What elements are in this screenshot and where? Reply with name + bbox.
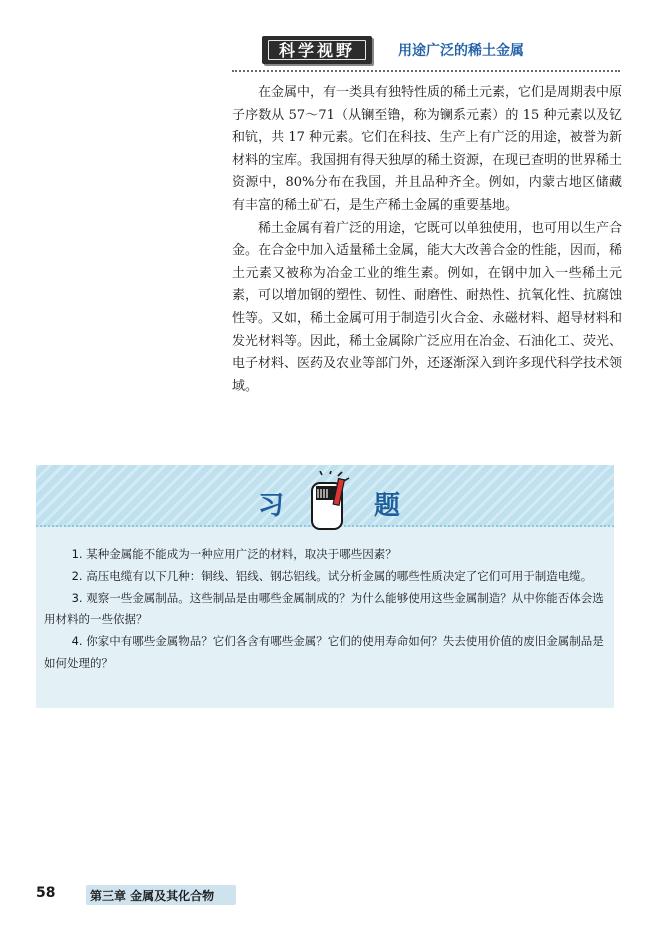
article-body: [232, 82, 622, 398]
section-title: 用途广泛的稀土金属: [398, 43, 524, 59]
article-paragraph: 在金属中，有一类具有独特性质的稀土元素，它们是周期表中原子序数从 57～71（从镧至镥，称为镧系元素）的 15 种元素以及钇和钪，共 17 种元素。它们在科技、生产上有广泛的用途，被誉为新材料的宝库。我国拥有得天独厚的稀土资源，在现已查明的世界稀土资源中，80%分布在我国，并且品种齐全。例如，内蒙古地区储藏有丰富的稀土矿石，是生产稀土金属的重要基地。: [232, 85, 623, 213]
chapter-label: 第三章 金属及其化合物: [90, 889, 215, 903]
section-badge: [262, 36, 372, 64]
exercise-item: 4. 你家中有哪些金属物品？它们各含有哪些金属？它们的使用寿命如何？失去使用价值的废旧金属制品是如何处理的？: [44, 634, 604, 670]
exercise-heading-left: 习: [258, 491, 285, 521]
exercise-item: 2. 高压电缆有以下几种：铜线、铝线、钢芯铝线。试分析金属的哪些性质决定了它们可用于制造电缆。: [71, 568, 593, 583]
dotted-divider: [232, 70, 620, 72]
exercise-item: 3. 观察一些金属制品。这些制品是由哪些金属制成的？为什么能够使用这些金属制造？从中你能否体会选用材料的一些依据？: [44, 590, 604, 627]
article-paragraph: 稀土金属有着广泛的用途，它既可以单独使用，也可用以生产合金。在合金中加入适量稀土金属，能大大改善合金的性能，因而，稀土元素又被称为冶金工业的维生素。例如，在钢中加入一些稀土元素，可以增加钢的塑性、韧性、耐磨性、耐热性、抗氧化性、抗腐蚀性等。又如，稀土金属可用于制造引火合金、永磁材料、超导材料和发光材料等。因此，稀土金属除广泛应用在冶金、石油化工、荧光、电子材料、医药及农业等部门外，还逐渐深入到许多现代科学技术领域。: [232, 220, 623, 394]
chapter-tab: [86, 885, 236, 905]
notebook-pen-icon: [304, 471, 352, 535]
exercise-list: [44, 544, 610, 675]
exercise-item: 1. 某种金属能不能成为一种应用广泛的材料，取决于哪些因素？: [71, 547, 397, 561]
page-number: 58: [36, 885, 56, 901]
exercise-heading-right: 题: [374, 491, 401, 521]
section-badge-label: 科学视野: [268, 40, 366, 60]
